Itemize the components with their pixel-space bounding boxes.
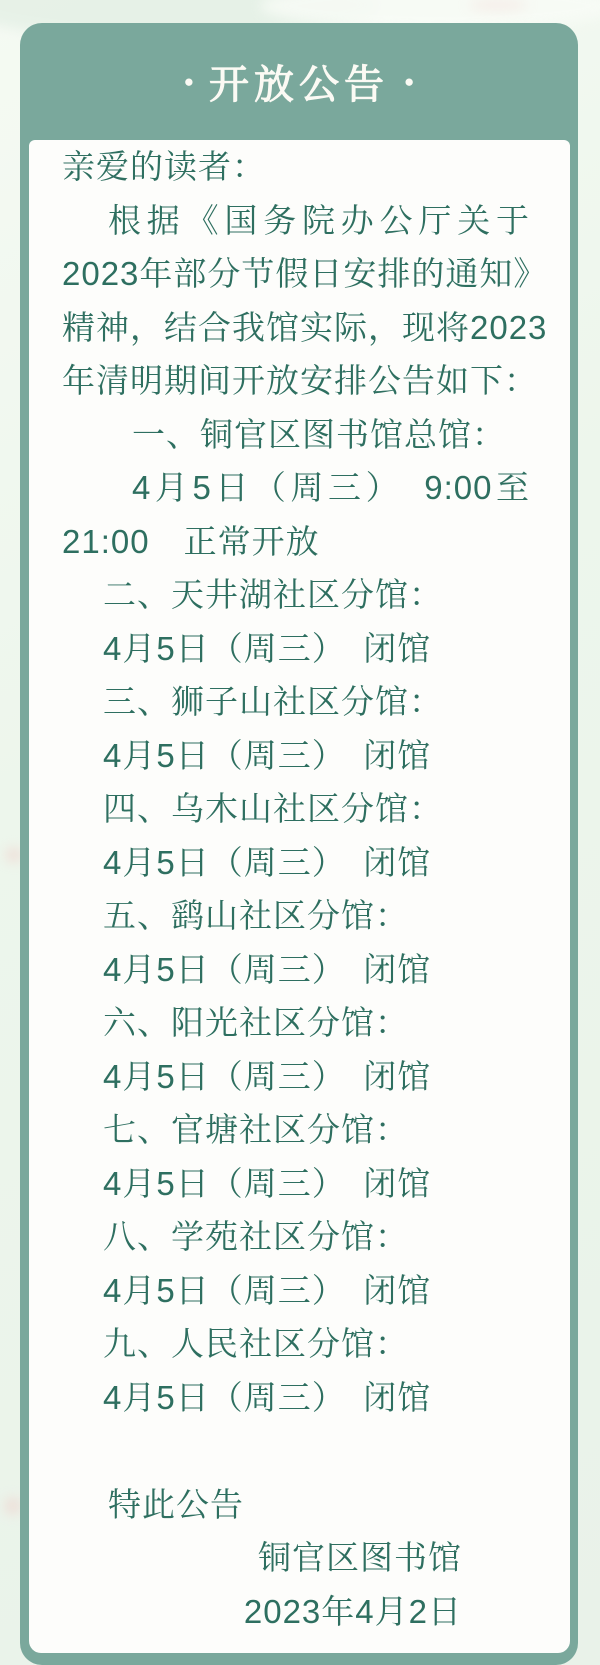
page-title: 开放公告 bbox=[209, 63, 389, 107]
notice-line: 特此公告 bbox=[108, 1485, 244, 1523]
title-dot-left-icon: ● bbox=[183, 72, 194, 91]
background-watermark bbox=[468, 0, 528, 10]
announcement-body bbox=[29, 140, 570, 1638]
section-line: 五、鹞山社区分馆： bbox=[103, 897, 409, 934]
announcement-panel bbox=[29, 140, 570, 1653]
body-line: 2023年部分节假日安排的通知》 bbox=[62, 255, 548, 292]
section-line: 六、阳光社区分馆： bbox=[103, 1004, 409, 1041]
section-line: 八、学苑社区分馆： bbox=[103, 1218, 409, 1255]
section-line: 三、狮子山社区分馆： bbox=[103, 683, 443, 720]
background-watermark-dot bbox=[5, 1498, 21, 1514]
blank-line bbox=[62, 1424, 530, 1478]
section-line: 九、人民社区分馆： bbox=[103, 1325, 409, 1362]
schedule-line: 4月5日（周三） 闭馆 bbox=[103, 1271, 432, 1309]
section-line: 七、官塘社区分馆： bbox=[103, 1111, 409, 1148]
greeting-line: 亲爱的读者： bbox=[62, 148, 266, 185]
schedule-line: 4月5日（周三） 闭馆 bbox=[103, 1378, 432, 1416]
signature-date: 2023年4月2日 bbox=[243, 1592, 462, 1630]
schedule-line: 21:00 正常开放 bbox=[62, 522, 320, 560]
announcement-card bbox=[20, 23, 578, 1665]
title-dot-right-icon: ● bbox=[404, 72, 415, 91]
schedule-line: 4月5日（周三） 闭馆 bbox=[103, 950, 432, 988]
schedule-line: 4月5日（周三） 闭馆 bbox=[103, 1164, 432, 1202]
body-line: 精神，结合我馆实际，现将2023 bbox=[62, 308, 548, 346]
schedule-line: 4月5日（周三） 闭馆 bbox=[103, 1057, 432, 1095]
section-line: 二、天井湖社区分馆： bbox=[103, 576, 443, 613]
body-line: 根据《国务院办公厅关于 bbox=[108, 201, 530, 239]
body-line: 年清明期间开放安排公告如下： bbox=[62, 362, 538, 399]
section-line: 四、乌木山社区分馆： bbox=[103, 790, 443, 827]
schedule-line: 4月5日（周三） 9:00至 bbox=[132, 469, 530, 506]
schedule-line: 4月5日（周三） 闭馆 bbox=[103, 736, 432, 774]
section-line: 一、铜官区图书馆总馆： bbox=[132, 415, 506, 453]
announcement-header bbox=[20, 23, 578, 140]
schedule-line: 4月5日（周三） 闭馆 bbox=[103, 629, 432, 667]
schedule-line: 4月5日（周三） 闭馆 bbox=[103, 843, 432, 881]
signature-name: 铜官区图书馆 bbox=[258, 1539, 462, 1576]
